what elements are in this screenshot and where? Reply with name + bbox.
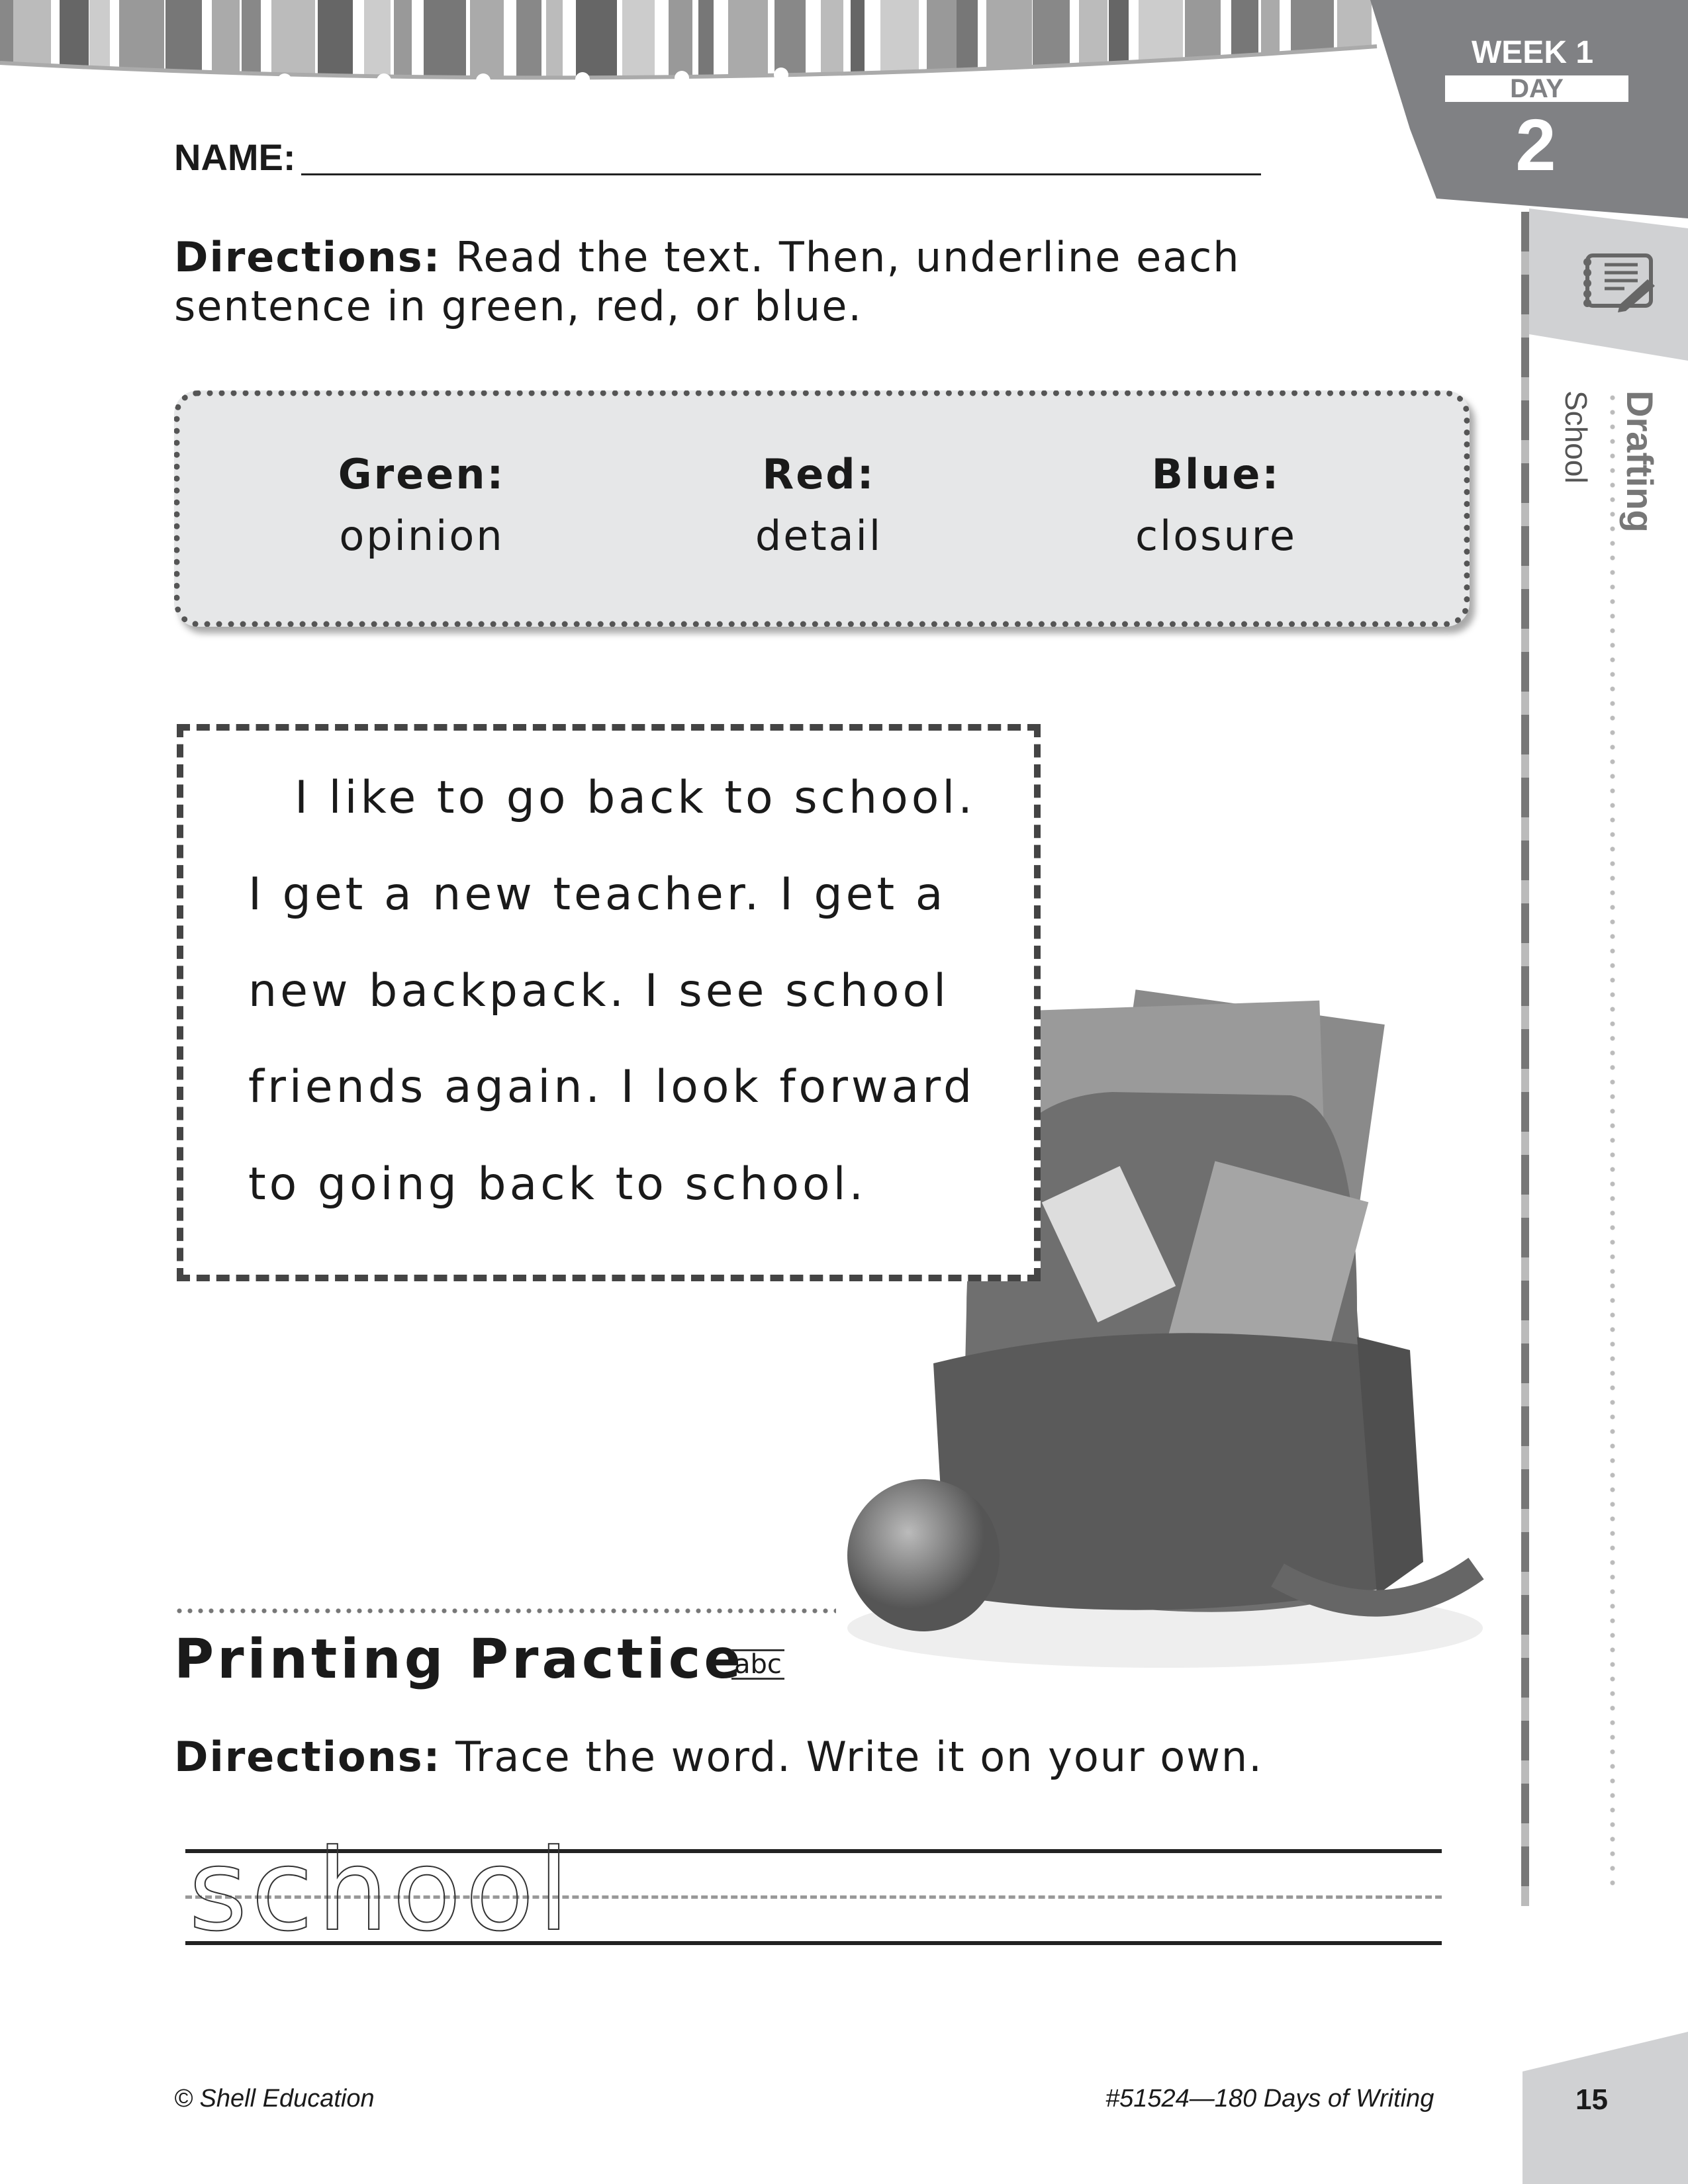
key-red: Red: detail <box>755 450 883 560</box>
week-label: WEEK 1 <box>1471 35 1594 70</box>
name-label: NAME: <box>174 136 296 178</box>
sidebar-stripe <box>1521 212 1529 1906</box>
topic-label: School <box>1559 390 1593 484</box>
directions-2: Directions: Trace the word. Write it on your own. <box>174 1733 1263 1781</box>
key-blue: Blue: closure <box>1135 450 1297 560</box>
top-banner-decoration <box>0 0 1390 93</box>
day-label: DAY <box>1445 75 1628 102</box>
notebook-pencil-icon <box>1578 253 1658 312</box>
story-line: I like to go back to school. <box>295 772 976 824</box>
abc-icon: abc <box>731 1649 784 1680</box>
footer-copyright: © Shell Education <box>174 2085 375 2113</box>
section-label: Drafting <box>1619 390 1661 533</box>
footer-book: #51524—180 Days of Writing <box>1105 2085 1434 2113</box>
writing-line-area[interactable] <box>185 1825 1442 1956</box>
directions-text: Read the text. Then, underline each sentence in green, red, or blue. <box>174 233 1241 330</box>
story-line: to going back to school. <box>248 1158 867 1210</box>
trace-word: school <box>189 1825 574 1956</box>
day-number: 2 <box>1515 105 1556 186</box>
section-divider <box>174 1608 836 1614</box>
directions-1 <box>174 233 1299 331</box>
sidebar-dotted-line <box>1610 390 1615 1886</box>
story-line: friends again. I look forward <box>248 1061 976 1113</box>
story-line: new backpack. I see school <box>248 965 949 1017</box>
printing-title: Printing Practice <box>174 1628 744 1691</box>
key-green: Green: opinion <box>338 450 506 560</box>
story-line: I get a new teacher. I get a <box>248 868 947 921</box>
name-line[interactable] <box>301 173 1261 175</box>
page-number: 15 <box>1575 2083 1608 2116</box>
directions-label: Directions: <box>174 233 442 281</box>
